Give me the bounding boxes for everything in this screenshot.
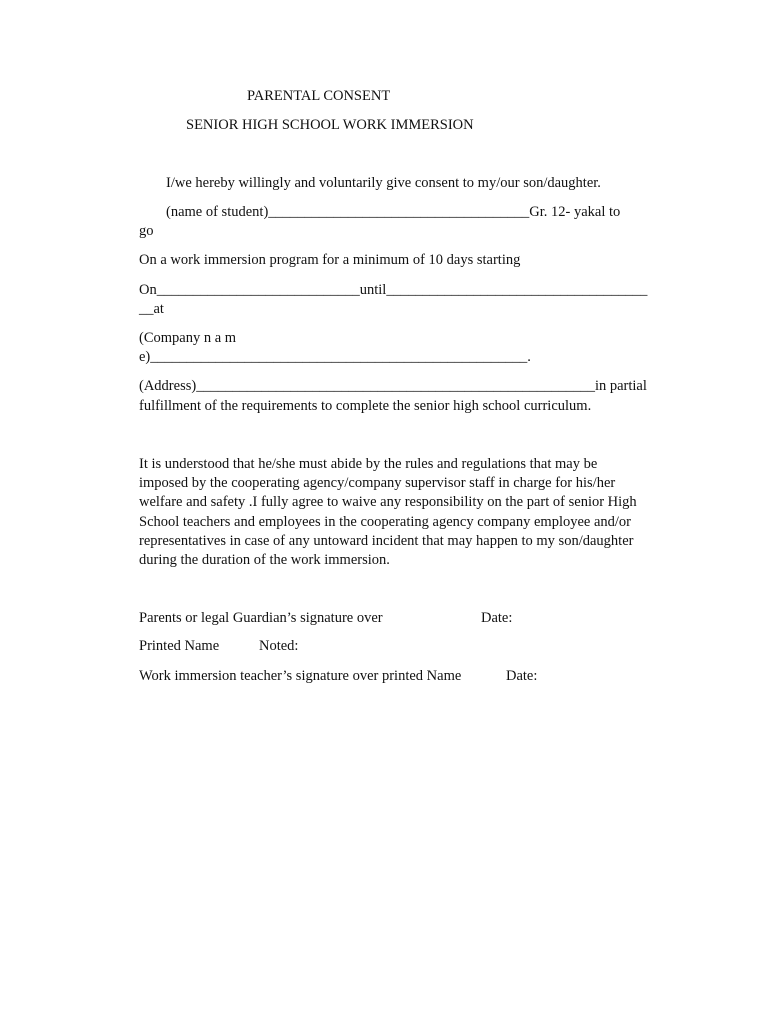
start-date-blank: ____________________________: [156, 282, 360, 298]
consent-intro-text: I/we hereby willingly and voluntarily give consent to my/our son/daughter.: [166, 175, 601, 191]
parent-signature-label: Parents or legal Guardian’s signature over: [139, 610, 383, 626]
student-name-label: [166, 203, 620, 222]
waiver-line: during the duration of the work immersion.: [139, 552, 390, 568]
dates-line-wrap: __at: [139, 301, 164, 317]
dates-line: [139, 281, 647, 300]
address-suffix: in partial: [594, 378, 647, 394]
waiver-line: It is understood that he/she must abide by the rules and regulations that may be: [139, 456, 598, 472]
start-date-label: On: [139, 282, 157, 298]
teacher-date-label: Date:: [506, 668, 538, 684]
program-duration-text: On a work immersion program for a minimum of 10 days starting: [139, 252, 521, 268]
company-name-label: (Company n a m: [139, 330, 237, 346]
page-title: PARENTAL CONSENT: [247, 88, 391, 104]
end-date-label: until: [359, 282, 387, 298]
grade-section-text: Gr. 12- yakal to: [529, 204, 621, 220]
page-subtitle: SENIOR HIGH SCHOOL WORK IMMERSION: [186, 117, 474, 133]
company-name-blank: e)____________________________________________________.: [139, 349, 531, 365]
address-line: [139, 377, 647, 396]
waiver-line: imposed by the cooperating agency/company supervisor staff in charge for his/her: [139, 475, 616, 491]
parent-date-label: Date:: [481, 610, 513, 626]
teacher-signature-label: Work immersion teacher’s signature over printed Name: [139, 668, 462, 684]
student-name-blank: ____________________________________: [268, 204, 530, 220]
end-date-blank: ____________________________________: [386, 282, 648, 298]
address-line-wrap: fulfillment of the requirements to complete the senior high school curriculum.: [139, 398, 592, 414]
waiver-line: welfare and safety .I fully agree to waive any responsibility on the part of senior High: [139, 494, 637, 510]
noted-label: Noted:: [259, 638, 299, 654]
student-line-wrap: go: [139, 223, 154, 239]
waiver-line: representatives in case of any untoward incident that may happen to my son/daughter: [139, 533, 634, 549]
address-label: (Address): [139, 378, 197, 394]
printed-name-label: Printed Name: [139, 638, 220, 654]
student-name-label-text: (name of student): [166, 204, 269, 220]
waiver-line: School teachers and employees in the cooperating agency company employee and/or: [139, 514, 632, 530]
address-blank: _______________________________________________________: [196, 378, 595, 394]
